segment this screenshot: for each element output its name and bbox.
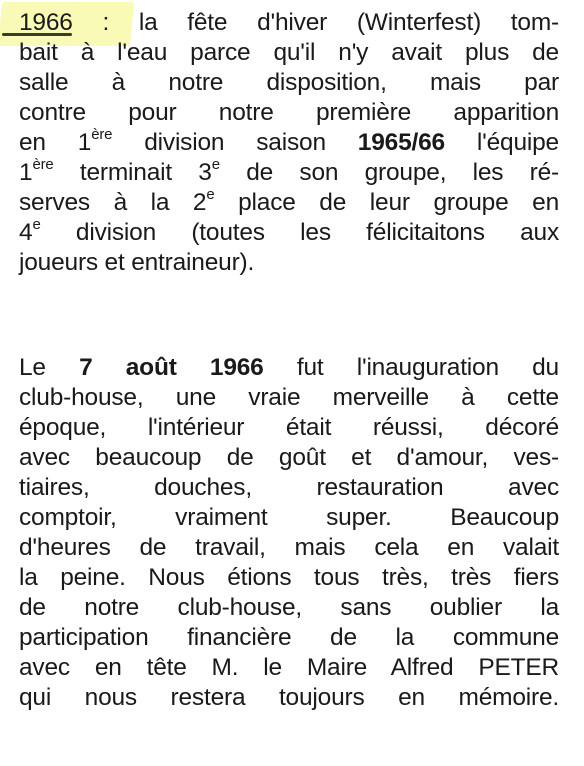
text-fragment: serves à la 2 — [19, 189, 207, 216]
text-line — [19, 353, 559, 383]
text-line — [19, 155, 559, 188]
text-fragment: : — [72, 9, 139, 36]
superscript: e — [211, 155, 220, 173]
text-fragment: 1 — [19, 159, 33, 186]
text-fragment: division saison — [112, 129, 358, 156]
text-fragment: de son groupe, les ré- — [219, 159, 559, 186]
text-fragment: terminait 3 — [53, 159, 212, 186]
text-line — [19, 215, 559, 248]
text-fragment: Le — [19, 354, 80, 381]
text-line — [19, 8, 559, 38]
text-line: époque, l'intérieur était réussi, décoré — [19, 414, 559, 441]
text-line: participation financière de la commune — [19, 624, 559, 651]
date-bold: 7 août 1966 — [79, 354, 264, 381]
text-line — [19, 125, 559, 158]
text-line: de notre club-house, sans oublier la — [19, 594, 559, 621]
text-line: avec beaucoup de goût et d'amour, ves- — [19, 444, 559, 471]
text-fragment: division (toutes les félicitaitons aux — [40, 219, 559, 246]
superscript: ère — [32, 155, 54, 173]
text-line: la peine. Nous étions tous très, très fiers — [19, 564, 559, 591]
text-line: salle à notre disposition, mais par — [19, 69, 559, 96]
season-bold: 1965/66 — [357, 129, 445, 156]
text-line: joueurs et entraineur). — [19, 249, 255, 276]
superscript: e — [32, 215, 41, 233]
superscript: ère — [91, 125, 113, 143]
text-line: comptoir, vraiment super. Beaucoup — [19, 504, 559, 531]
text-line — [19, 185, 559, 218]
year-label: 1966 — [19, 9, 73, 36]
text-fragment: place de leur groupe en — [214, 189, 559, 216]
text-line: contre pour notre première apparition — [19, 99, 559, 126]
text-line: qui nous restera toujours en mémoire. — [19, 684, 559, 711]
text-line: avec en tête M. le Maire Alfred PETER — [19, 654, 559, 681]
superscript: e — [206, 185, 215, 203]
text-line: bait à l'eau parce qu'il n'y avait plus de — [19, 39, 559, 66]
text-fragment: 4 — [19, 219, 33, 246]
text-fragment: fut l'inauguration du — [263, 354, 559, 381]
text-line: d'heures de travail, mais cela en valait — [19, 534, 559, 561]
text-line: tiaires, douches, restauration avec — [19, 474, 559, 501]
text-line: club-house, une vraie merveille à cette — [19, 384, 559, 411]
text-fragment: l'équipe — [444, 129, 559, 156]
text-fragment: en 1 — [19, 129, 92, 156]
text-fragment: la fête d'hiver (Winterfest) tom- — [138, 9, 559, 36]
